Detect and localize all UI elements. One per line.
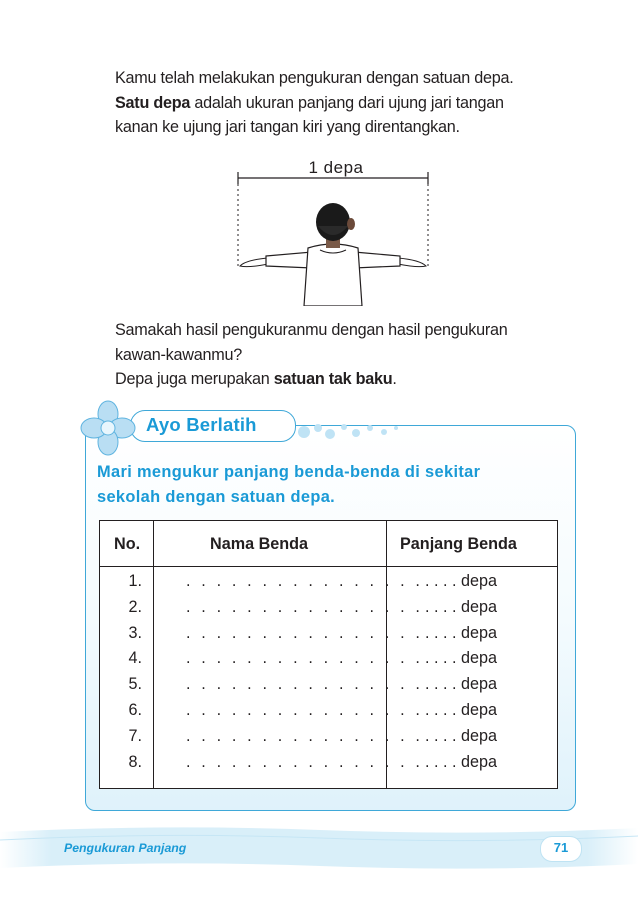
paragraph-2	[115, 318, 585, 392]
length-blank: . . . . depa	[425, 623, 497, 642]
header-nama-benda: Nama Benda	[210, 535, 309, 553]
length-blank: . . . . depa	[425, 675, 497, 694]
intro-line-3: kanan ke ujung jari tangan kiri yang direntangkan.	[115, 118, 460, 136]
exercise-header	[78, 404, 308, 448]
table-row	[100, 572, 557, 598]
para2-line-2: kawan-kawanmu?	[115, 345, 242, 364]
length-blank: . . . . depa	[425, 752, 497, 771]
para2-line-3-start: Depa juga merupakan	[115, 370, 274, 388]
header-panjang-benda: Panjang Benda	[400, 535, 517, 553]
table-row	[100, 624, 557, 650]
sparkle-decoration-icon	[296, 418, 406, 446]
figure-label: 1 depa	[308, 158, 364, 177]
name-blank: . . . . . . . . . . . . . . . .	[186, 623, 424, 642]
table-row	[100, 598, 557, 624]
para2-line-3-end: .	[392, 370, 397, 388]
name-blank: . . . . . . . . . . . . . . . .	[186, 572, 424, 590]
table-row	[100, 649, 557, 675]
header-no: No.	[114, 535, 141, 553]
table-row	[100, 701, 557, 727]
row-number: 3.	[128, 623, 142, 642]
para2-line-3	[115, 367, 585, 392]
row-number: 1.	[128, 572, 142, 590]
instruction-line-1: Mari mengukur panjang benda-benda di sekitar	[97, 463, 481, 481]
row-number: 8.	[128, 752, 142, 771]
row-number: 6.	[128, 700, 142, 719]
measurement-table	[99, 520, 558, 789]
row-number: 2.	[128, 597, 142, 616]
intro-line-1: Kamu telah melakukan pengukuran dengan satuan depa.	[115, 69, 514, 87]
row-number: 4.	[128, 649, 142, 668]
child-arms-outstretched-image	[228, 156, 438, 306]
table-row	[100, 675, 557, 701]
length-blank: . . . . depa	[425, 597, 497, 616]
row-number: 5.	[128, 675, 142, 694]
footer-chapter-title: Pengukuran Panjang	[64, 841, 187, 855]
name-blank: . . . . . . . . . . . . . . . .	[186, 597, 424, 616]
length-blank: . . . . depa	[425, 726, 497, 745]
table-body	[100, 572, 557, 778]
term-satuan-tak-baku: satuan tak baku	[273, 370, 393, 388]
name-blank: . . . . . . . . . . . . . . . .	[186, 752, 424, 771]
exercise-instruction	[97, 460, 559, 510]
name-blank: . . . . . . . . . . . . . . . .	[186, 726, 424, 745]
table-header-divider	[100, 566, 557, 567]
name-blank: . . . . . . . . . . . . . . . .	[186, 649, 424, 668]
exercise-title: Ayo Berlatih	[146, 414, 257, 435]
name-blank: . . . . . . . . . . . . . . . .	[186, 675, 424, 694]
name-blank: . . . . . . . . . . . . . . . .	[186, 700, 424, 719]
depa-illustration	[228, 156, 438, 306]
length-blank: . . . . depa	[425, 572, 497, 590]
para2-line-1: Samakah hasil pengukuranmu dengan hasil pengukuran	[115, 321, 508, 339]
intro-line-2-rest: adalah ukuran panjang dari ujung jari tangan	[190, 93, 504, 112]
table-row	[100, 753, 557, 779]
term-satu-depa: Satu depa	[115, 93, 191, 112]
row-number: 7.	[128, 726, 142, 745]
instruction-line-2: sekolah dengan satuan depa.	[97, 488, 336, 506]
flower-icon	[78, 398, 138, 458]
length-blank: . . . . depa	[425, 649, 497, 668]
intro-text	[115, 66, 585, 140]
table-row	[100, 727, 557, 753]
page-number: 71	[553, 840, 569, 855]
intro-line-2	[115, 91, 585, 116]
length-blank: . . . . depa	[425, 700, 497, 719]
